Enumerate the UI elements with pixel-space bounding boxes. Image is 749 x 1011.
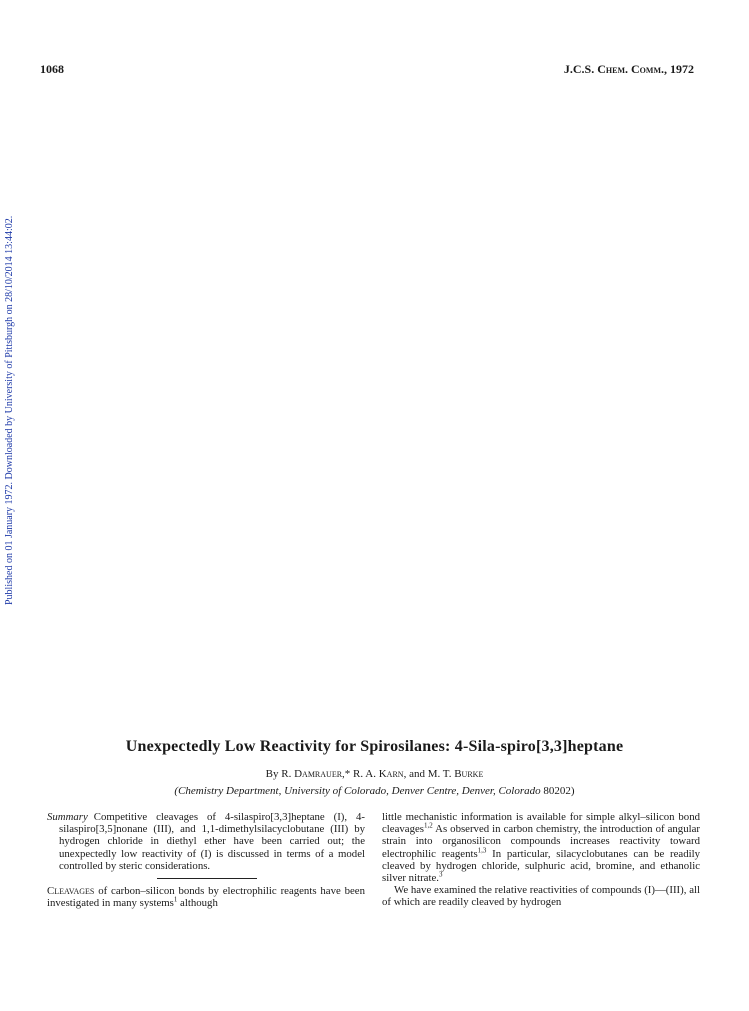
journal-prefix: J.C.S. xyxy=(563,62,595,76)
summary-text: Competitive cleavages of 4-silaspiro[3,3]heptane (I), 4-silaspiro[3,5]nonane (III), and 1,1-dimethylsilacyclobutane (III) by hydrogen chloride in diethyl ether have been carried out; the unexpectedly low reactivity of (I) is discussed in terms of a model controlled by steric considerations. xyxy=(59,811,365,872)
page-number: 1068 xyxy=(40,62,64,76)
body-right-paragraph-2: We have examined the relative reactivities of compounds (I)—(III), all of which are readily cleaved by hydrogen xyxy=(382,884,700,909)
journal-header xyxy=(564,62,694,77)
left-column xyxy=(47,811,365,909)
body-left-ref: 1 xyxy=(173,895,178,904)
journal-year: , 1972 xyxy=(664,62,694,76)
and-word: and xyxy=(409,768,425,780)
author-1-name: Damrauer, xyxy=(294,768,345,780)
body-lead-word: Cleavages xyxy=(47,885,95,898)
article-title: Unexpectedly Low Reactivity for Spirosilanes: 4-Sila-spiro[3,3]heptane xyxy=(125,738,624,755)
journal-name: Chem. Comm. xyxy=(597,62,664,76)
affiliation-zip: 80202) xyxy=(543,785,575,797)
author-2-name: Karn, xyxy=(378,768,407,780)
ref-1-2: 1,2 xyxy=(423,821,433,830)
section-divider xyxy=(157,878,257,879)
right-column xyxy=(382,811,700,909)
publication-sidebar-link[interactable]: Published on 01 January 1972. Downloaded by University of Pittsburgh on 28/10/2014 13:44:02. xyxy=(4,215,15,605)
body-right-text-a: little mechanistic information is available for simple alkyl–silicon bond cleavages xyxy=(382,811,700,836)
author-line xyxy=(0,768,749,780)
author-3-initials: M. T. xyxy=(427,768,452,780)
ref-1-3: 1,3 xyxy=(477,846,487,855)
body-left-paragraph xyxy=(47,885,365,909)
body-left-text: of carbon–silicon bonds by electrophilic reagents have been investigated in many systems xyxy=(47,885,365,910)
author-3-name: Burke xyxy=(454,768,484,780)
summary-label: Summary xyxy=(47,811,88,823)
body-right-text-b: As observed in carbon chemistry, the introduction of angular strain into organosilicon compounds increases reactivity toward electrophilic reagents xyxy=(382,823,700,860)
body-left-end: although xyxy=(177,897,218,910)
author-2-initials: R. A. xyxy=(353,768,376,780)
affiliation-text: (Chemistry Department, University of Colorado, Denver Centre, Denver, Colorado xyxy=(174,785,541,797)
by-word: By xyxy=(265,768,279,780)
author-1-initials: R. xyxy=(281,768,292,780)
corresponding-mark: * xyxy=(344,768,351,780)
body-right-text-c: In particular, silacyclobutanes can be readily cleaved by hydrogen chloride, sulphuric acid, bromine, and ethanolic silver nitrate. xyxy=(382,847,700,885)
ref-3: 3 xyxy=(438,870,443,879)
affiliation xyxy=(0,785,749,797)
body-right-paragraph-1 xyxy=(382,811,700,884)
summary-paragraph xyxy=(47,811,365,872)
